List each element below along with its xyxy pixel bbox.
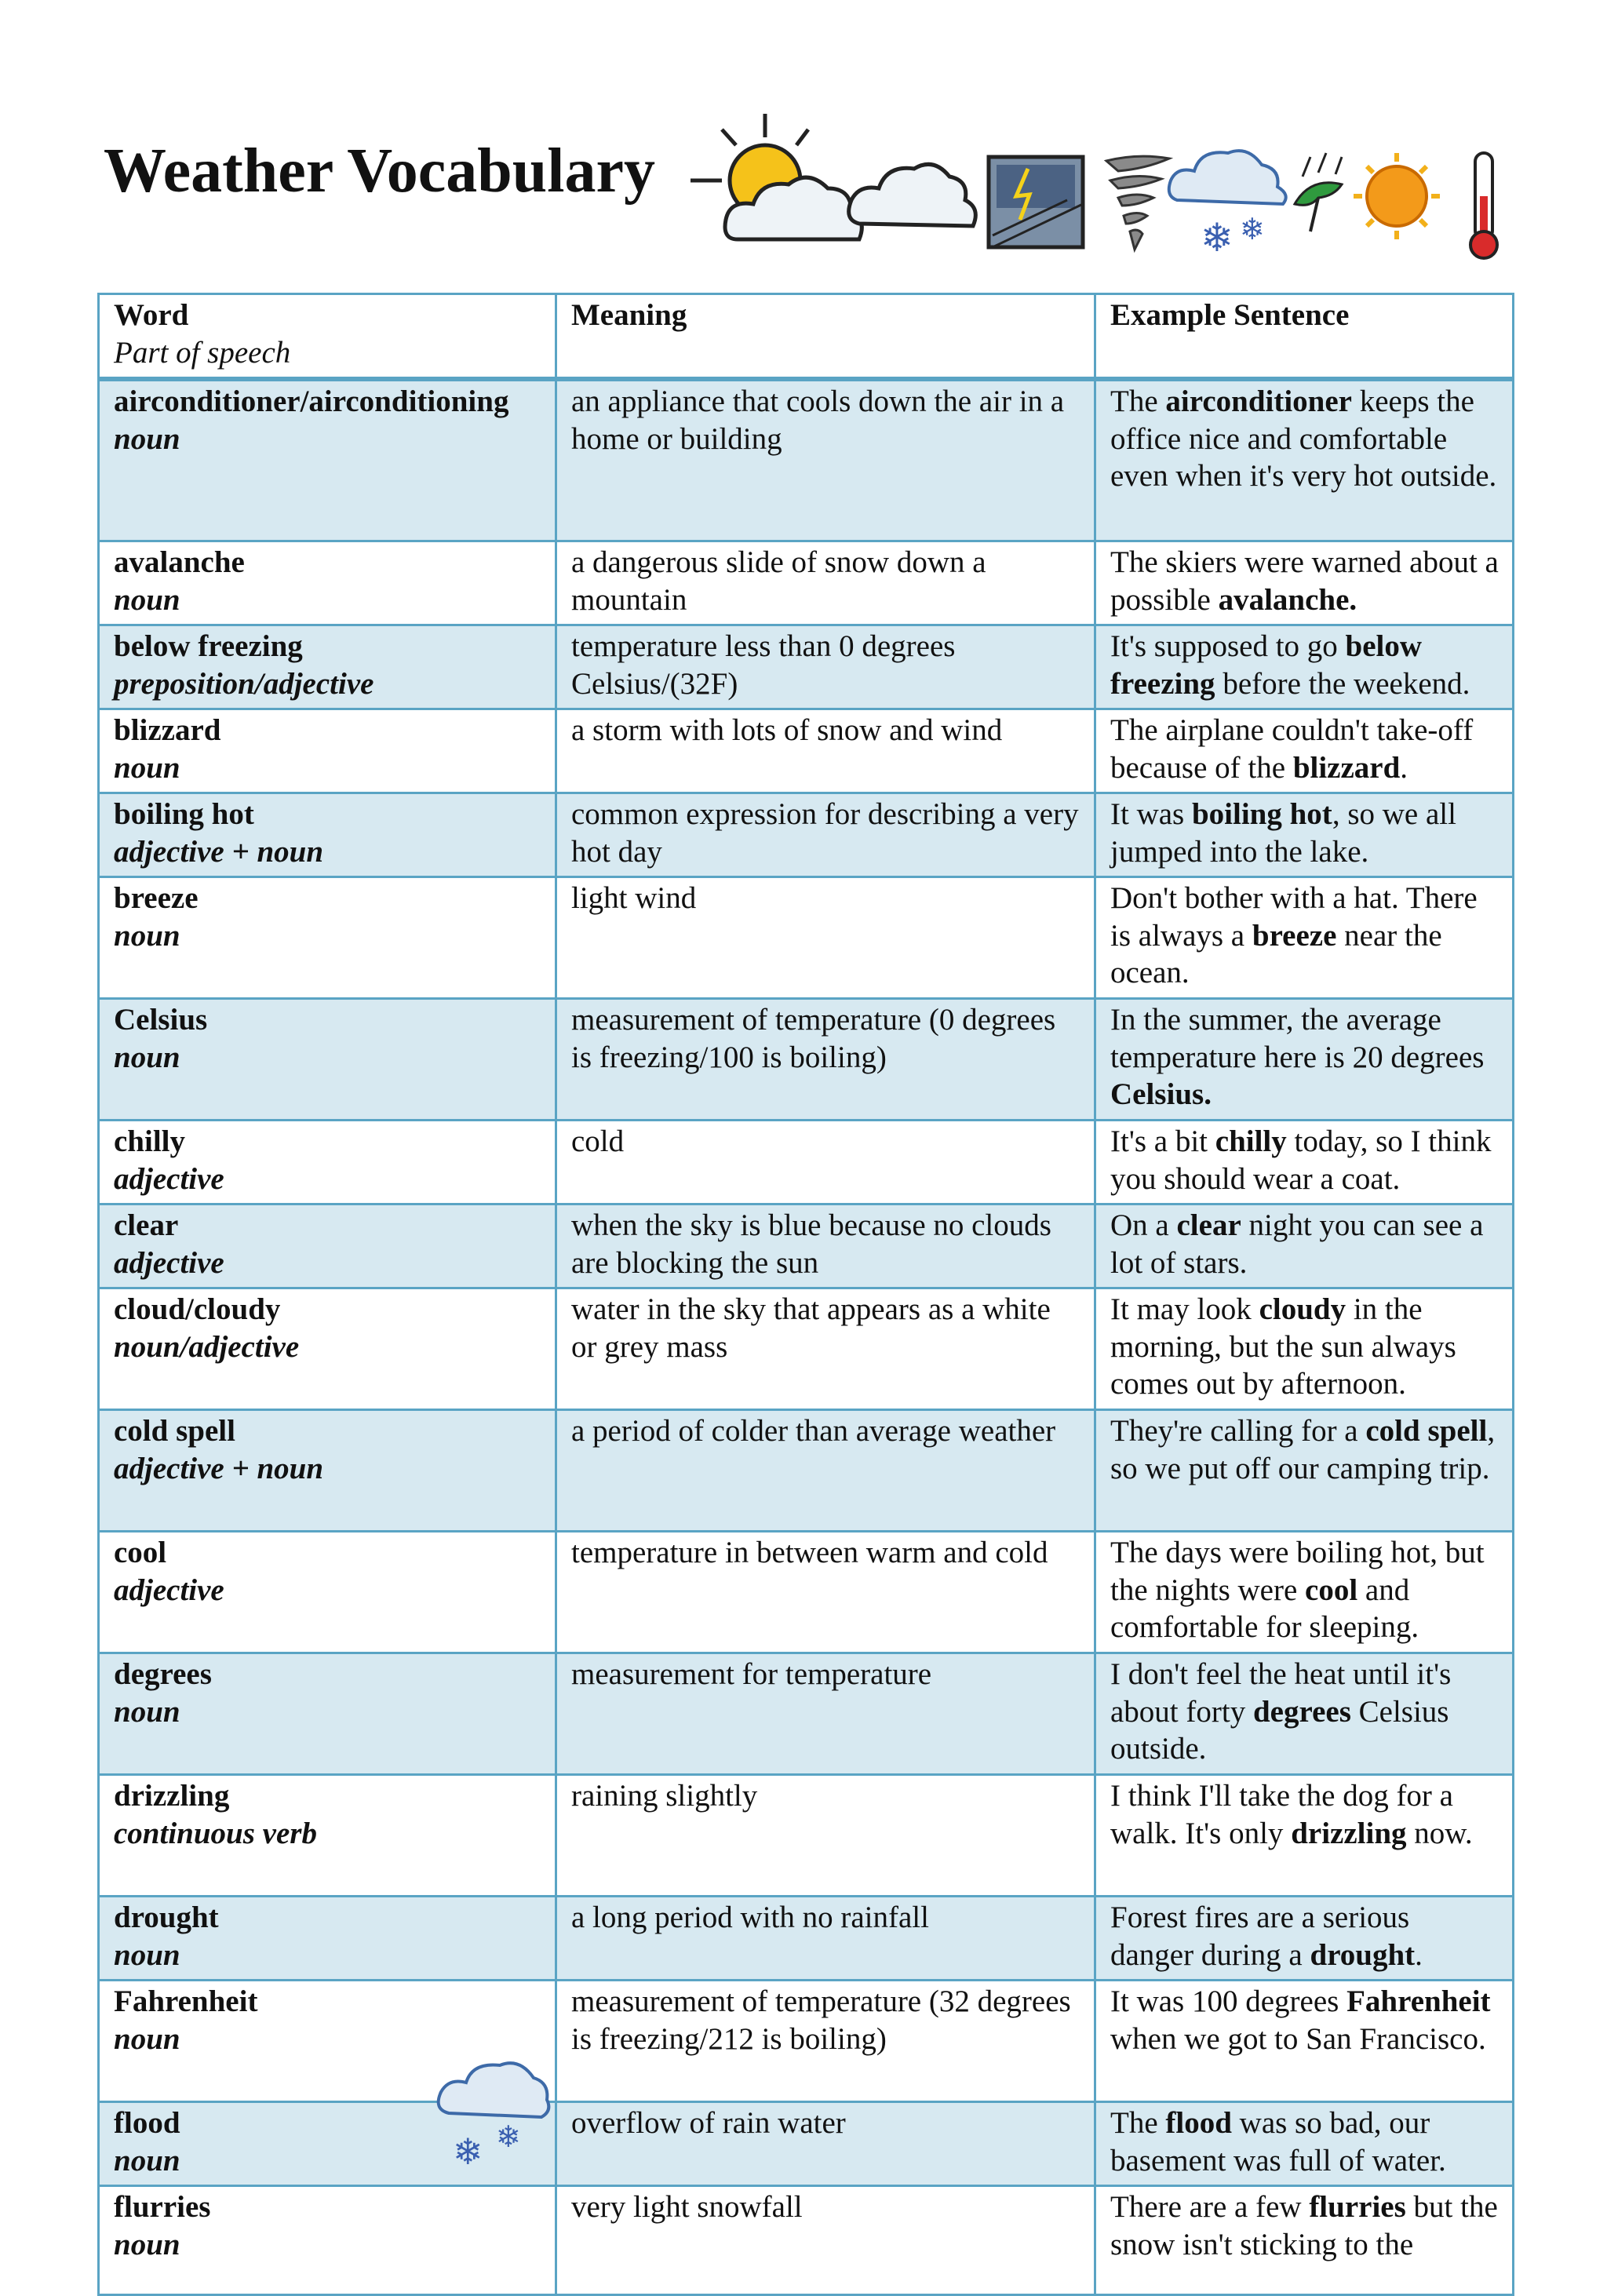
vocab-word: boiling hot <box>114 797 254 831</box>
example-keyword: cloudy <box>1259 1292 1346 1326</box>
word-cell <box>99 1204 556 1288</box>
meaning-text: a storm with lots of snow and wind <box>571 713 1003 747</box>
meaning-cell <box>556 379 1095 541</box>
example-keyword: degrees <box>1252 1694 1351 1729</box>
vocab-word: drizzling <box>114 1779 230 1813</box>
meaning-cell <box>556 541 1095 625</box>
meaning-cell <box>556 1775 1095 1897</box>
part-of-speech: noun/adjective <box>114 1329 300 1364</box>
word-cell <box>99 709 556 793</box>
example-text: It may look <box>1110 1292 1259 1326</box>
table-row <box>99 1410 1514 1532</box>
vocab-word: cold spell <box>114 1414 235 1448</box>
example-cell <box>1095 877 1514 999</box>
vocab-word: drought <box>114 1901 219 1934</box>
example-text: , so we all jumped into the lake. <box>1110 797 1456 869</box>
example-text: The airplane couldn't take-off because of the <box>1110 713 1474 785</box>
storm-window-icon <box>989 157 1083 247</box>
word-cell <box>99 625 556 709</box>
vocabulary-table <box>97 293 1514 2296</box>
tornado-icon <box>1106 156 1169 250</box>
vocab-word: cloud/cloudy <box>114 1292 281 1326</box>
word-cell <box>99 2186 556 2295</box>
example-text: now. <box>1406 1816 1473 1850</box>
meaning-cell <box>556 1897 1095 1981</box>
example-text: today, so I think you should wear a coat. <box>1110 1124 1492 1196</box>
example-cell <box>1095 2186 1514 2295</box>
flurries-snow-cloud-icon <box>433 2054 551 2172</box>
example-text: It's supposed to go <box>1110 629 1346 663</box>
table-row <box>99 1288 1514 1410</box>
meaning-text: measurement for temperature <box>571 1657 932 1691</box>
example-keyword: flurries <box>1309 2190 1406 2224</box>
example-keyword: avalanche. <box>1218 582 1357 617</box>
example-text: The <box>1110 384 1166 418</box>
table-row <box>99 793 1514 877</box>
word-cell <box>99 1121 556 1204</box>
vocab-word: below freezing <box>114 629 303 663</box>
example-text: . <box>1415 1937 1423 1972</box>
vocab-word: Celsius <box>114 1003 208 1037</box>
example-text: was so bad, our basement was full of water. <box>1110 2106 1446 2178</box>
meaning-cell <box>556 1204 1095 1288</box>
table-row <box>99 999 1514 1121</box>
word-cell <box>99 793 556 877</box>
example-cell <box>1095 999 1514 1121</box>
example-keyword: blizzard <box>1292 750 1401 785</box>
example-keyword: flood <box>1165 2106 1232 2140</box>
table-row <box>99 2186 1514 2295</box>
word-cell <box>99 1288 556 1410</box>
example-text: . <box>1400 750 1408 785</box>
part-of-speech: adjective + noun <box>114 834 324 869</box>
vocab-word: clear <box>114 1208 179 1242</box>
meaning-text: a long period with no rainfall <box>571 1901 929 1934</box>
example-text: , so we put off our camping trip. <box>1110 1414 1496 1485</box>
meaning-text: a period of colder than average weather <box>571 1414 1056 1448</box>
example-keyword: Fahrenheit <box>1346 1984 1491 2018</box>
word-cell <box>99 1775 556 1897</box>
snow-cloud-icon <box>1169 151 1286 261</box>
example-text: Don't bother with a hat. There is always a <box>1110 881 1478 953</box>
word-cell <box>99 999 556 1121</box>
part-of-speech: noun <box>114 750 180 785</box>
part-of-speech: adjective <box>114 1573 224 1607</box>
example-cell <box>1095 1288 1514 1410</box>
word-cell <box>99 1653 556 1775</box>
part-of-speech: continuous verb <box>114 1816 317 1850</box>
table-row <box>99 709 1514 793</box>
meaning-cell <box>556 1121 1095 1204</box>
example-keyword: clear <box>1176 1208 1241 1242</box>
table-row <box>99 625 1514 709</box>
word-cell <box>99 1410 556 1532</box>
meaning-cell <box>556 1288 1095 1410</box>
part-of-speech: noun <box>114 421 180 456</box>
part-of-speech: noun <box>114 582 180 617</box>
vocab-word: degrees <box>114 1657 212 1691</box>
header-part-of-speech: Part of speech <box>114 335 291 370</box>
page-title: Weather Vocabulary <box>104 137 656 206</box>
vocab-word: breeze <box>114 881 199 915</box>
cloud-icon <box>849 164 976 226</box>
thermometer-icon <box>1470 153 1497 258</box>
header-example: Example Sentence <box>1110 298 1350 332</box>
part-of-speech: noun <box>114 918 180 953</box>
example-text: The skiers were warned about a possible <box>1110 545 1499 617</box>
example-cell <box>1095 1775 1514 1897</box>
example-cell <box>1095 1653 1514 1775</box>
meaning-text: light wind <box>571 881 697 915</box>
meaning-cell <box>556 2102 1095 2186</box>
meaning-cell <box>556 2186 1095 2295</box>
example-keyword: breeze <box>1252 918 1337 953</box>
word-cell <box>99 877 556 999</box>
meaning-cell <box>556 877 1095 999</box>
table-row <box>99 1775 1514 1897</box>
svg-text:❄: ❄ <box>453 2130 483 2172</box>
meaning-cell <box>556 709 1095 793</box>
meaning-text: when the sky is blue because no clouds are blocking the sun <box>571 1208 1051 1280</box>
header-word-cell <box>99 294 556 380</box>
example-text: I think I'll take the dog for a walk. It's only <box>1110 1779 1453 1850</box>
meaning-cell <box>556 1653 1095 1775</box>
meaning-cell <box>556 1410 1095 1532</box>
table-row <box>99 541 1514 625</box>
header-meaning: Meaning <box>571 298 687 332</box>
part-of-speech: adjective + noun <box>114 1451 324 1485</box>
part-of-speech: preposition/adjective <box>114 666 374 701</box>
table-row <box>99 1204 1514 1288</box>
example-text: in the morning, but the sun always comes out by afternoon. <box>1110 1292 1456 1401</box>
part-of-speech: noun <box>114 1694 180 1729</box>
meaning-text: measurement of temperature (32 degrees is freezing/212 is boiling) <box>571 1984 1071 2056</box>
example-text: and comfortable for sleeping. <box>1110 1573 1419 1644</box>
meaning-text: raining slightly <box>571 1779 758 1813</box>
meaning-text: temperature in between warm and cold <box>571 1536 1048 1569</box>
meaning-cell <box>556 625 1095 709</box>
example-text: Forest fires are a serious danger during a <box>1110 1901 1410 1972</box>
example-text: night you can see a lot of stars. <box>1110 1208 1484 1280</box>
vocab-word: chilly <box>114 1124 186 1158</box>
header-word: Word <box>114 298 189 332</box>
vocab-word: flurries <box>114 2190 211 2224</box>
example-cell <box>1095 625 1514 709</box>
example-keyword: airconditioner <box>1165 384 1352 418</box>
meaning-text: measurement of temperature (0 degrees is freezing/100 is boiling) <box>571 1003 1056 1074</box>
example-text: I don't feel the heat until it's about forty <box>1110 1657 1452 1729</box>
meaning-text: overflow of rain water <box>571 2106 846 2140</box>
example-keyword: chilly <box>1215 1124 1287 1158</box>
meaning-cell <box>556 793 1095 877</box>
svg-text:❄: ❄ <box>1201 215 1233 261</box>
example-keyword: Celsius. <box>1110 1077 1212 1111</box>
example-text: There are a few <box>1110 2190 1310 2224</box>
meaning-text: a dangerous slide of snow down a mountain <box>571 545 986 617</box>
header-meaning-cell <box>556 294 1095 380</box>
meaning-text: an appliance that cools down the air in a home or building <box>571 384 1065 456</box>
example-cell <box>1095 793 1514 877</box>
example-keyword: boiling hot <box>1191 797 1332 831</box>
vocab-word: cool <box>114 1536 167 1569</box>
example-cell <box>1095 1981 1514 2102</box>
example-keyword: drought <box>1310 1937 1416 1972</box>
example-text: The days were boiling hot, but the nights were <box>1110 1536 1485 1607</box>
example-text: It was 100 degrees <box>1110 1984 1347 2018</box>
word-cell <box>99 541 556 625</box>
table-row <box>99 1532 1514 1653</box>
example-cell <box>1095 2102 1514 2186</box>
table-row <box>99 1121 1514 1204</box>
table-header-row <box>99 294 1514 380</box>
meaning-cell <box>556 1981 1095 2102</box>
example-cell <box>1095 1410 1514 1532</box>
example-text: The <box>1110 2106 1166 2140</box>
table-row <box>99 379 1514 541</box>
example-text: near the ocean. <box>1110 918 1442 989</box>
vocab-word: Fahrenheit <box>114 1984 258 2018</box>
vocab-word: flood <box>114 2106 180 2140</box>
example-text: Celsius outside. <box>1110 1694 1449 1766</box>
rain-umbrella-icon <box>1295 153 1342 231</box>
meaning-text: very light snowfall <box>571 2190 803 2224</box>
part-of-speech: noun <box>114 1040 180 1074</box>
example-keyword: cold spell <box>1365 1414 1488 1448</box>
example-keyword: drizzling <box>1291 1816 1407 1850</box>
word-cell <box>99 1532 556 1653</box>
example-text: when we got to San Francisco. <box>1110 2021 1486 2056</box>
part-of-speech: noun <box>114 2143 180 2178</box>
example-cell <box>1095 1897 1514 1981</box>
example-cell <box>1095 541 1514 625</box>
weather-icons-strip <box>691 110 1522 267</box>
meaning-cell <box>556 1532 1095 1653</box>
example-cell <box>1095 1121 1514 1204</box>
sun-icon <box>1354 153 1440 239</box>
part-of-speech: adjective <box>114 1245 224 1280</box>
table-row <box>99 2102 1514 2186</box>
meaning-text: temperature less than 0 degrees Celsius/(32F) <box>571 629 956 701</box>
example-text: On a <box>1110 1208 1177 1242</box>
vocab-word: airconditioner/airconditioning <box>114 384 509 418</box>
vocab-word: blizzard <box>114 713 221 747</box>
example-keyword: below freezing <box>1110 629 1423 701</box>
meaning-cell <box>556 999 1095 1121</box>
example-text: It's a bit <box>1110 1124 1215 1158</box>
example-text: keeps the office nice and comfortable even when it's very hot outside. <box>1110 384 1497 493</box>
part-of-speech: noun <box>114 2227 180 2261</box>
example-cell <box>1095 1204 1514 1288</box>
table-row <box>99 877 1514 999</box>
example-text: but the snow isn't sticking to the <box>1110 2190 1498 2261</box>
example-text: It was <box>1110 797 1192 831</box>
part-of-speech: noun <box>114 2021 180 2056</box>
meaning-text: common expression for describing a very hot day <box>571 797 1079 869</box>
example-text: In the summer, the average temperature here is 20 degrees <box>1110 1003 1485 1074</box>
table-row <box>99 1897 1514 1981</box>
header-example-cell <box>1095 294 1514 380</box>
example-text: before the weekend. <box>1215 666 1470 701</box>
meaning-text: water in the sky that appears as a white or grey mass <box>571 1292 1051 1364</box>
example-cell <box>1095 379 1514 541</box>
part-of-speech: noun <box>114 1937 180 1972</box>
example-cell <box>1095 1532 1514 1653</box>
svg-text:❄: ❄ <box>1240 212 1265 246</box>
word-cell <box>99 1897 556 1981</box>
example-keyword: cool <box>1305 1573 1358 1607</box>
table-row <box>99 1981 1514 2102</box>
svg-text:❄: ❄ <box>496 2119 521 2154</box>
vocab-word: avalanche <box>114 545 245 579</box>
table-row <box>99 1653 1514 1775</box>
example-text: They're calling for a <box>1110 1414 1366 1448</box>
meaning-text: cold <box>571 1124 625 1158</box>
part-of-speech: adjective <box>114 1161 224 1196</box>
sun-cloud-icon <box>691 114 862 239</box>
word-cell <box>99 379 556 541</box>
example-cell <box>1095 709 1514 793</box>
